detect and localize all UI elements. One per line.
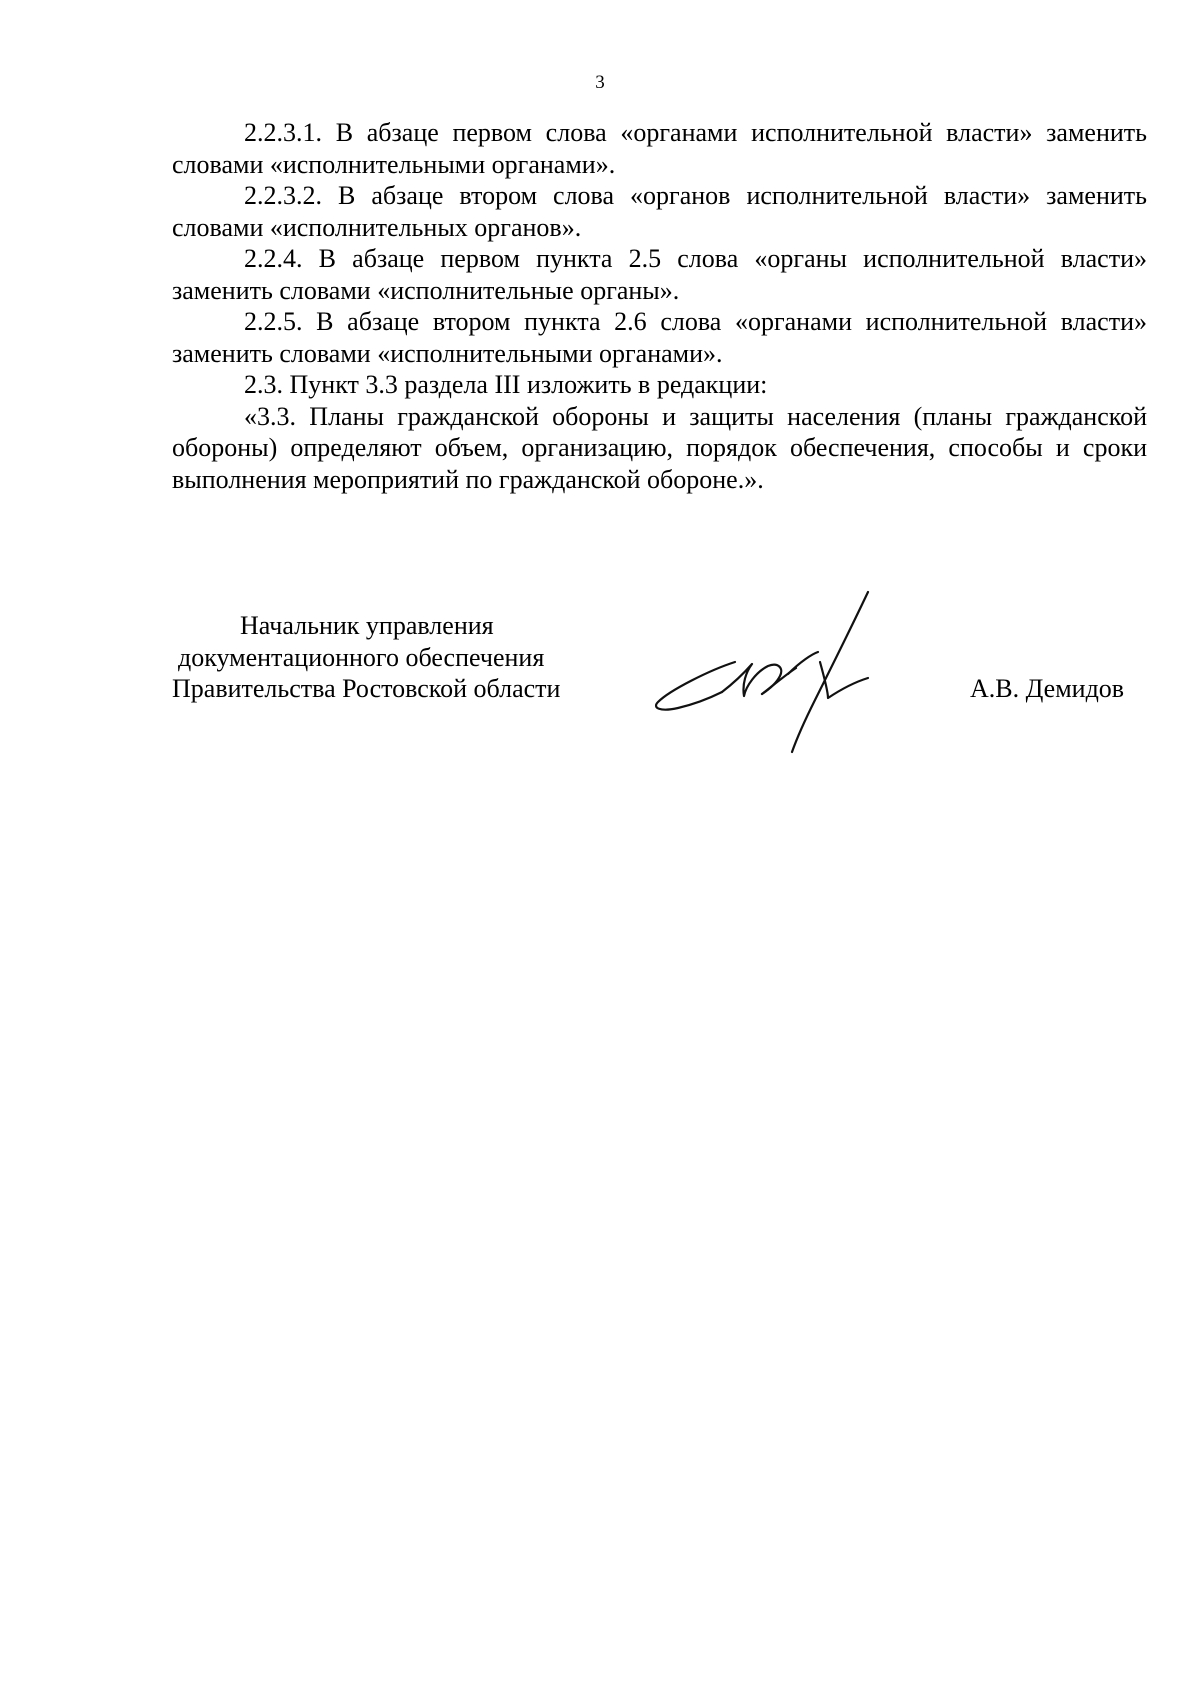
signatory-position (172, 610, 612, 705)
document-body (172, 117, 1147, 495)
signature-stroke (820, 662, 868, 698)
signature-stroke (792, 592, 868, 752)
paragraph-2-2-5: 2.2.5. В абзаце втором пункта 2.6 слова «органами исполнительной власти» заменить словами «исполнительными органами». (172, 307, 1147, 368)
paragraph-2-2-3-2: 2.2.3.2. В абзаце втором слова «органов исполнительной власти» заменить словами «исполнительных органов». (172, 181, 1147, 242)
paragraph-3-3-quote: «3.3. Планы гражданской обороны и защиты населения (планы гражданской обороны) определяют объем, организацию, порядок обеспечения, способы и сроки выполнения мероприятий по гражданской обороне.». (172, 401, 1147, 494)
signature-stroke (788, 652, 818, 674)
signature-stroke (656, 662, 735, 710)
page-number: 3 (595, 72, 605, 93)
signatory-position-line: Начальник управления (240, 611, 494, 640)
signatory-name: А.В. Демидов (970, 674, 1125, 703)
paragraph-2-2-4: 2.2.4. В абзаце первом пункта 2.5 слова «органы исполнительной власти» заменить словами «исполнительные органы». (172, 244, 1147, 305)
handwritten-signature (650, 590, 940, 760)
signatory-position-line: документационного обеспечения (178, 642, 545, 672)
signatory-position-line: Правительства Ростовской области (172, 674, 561, 703)
signature-stroke (722, 664, 781, 696)
paragraph-2-3: 2.3. Пункт 3.3 раздела III изложить в редакции: (244, 370, 768, 399)
paragraph-2-2-3-1: 2.2.3.1. В абзаце первом слова «органами исполнительной власти» заменить словами «исполнительными органами». (172, 118, 1147, 179)
